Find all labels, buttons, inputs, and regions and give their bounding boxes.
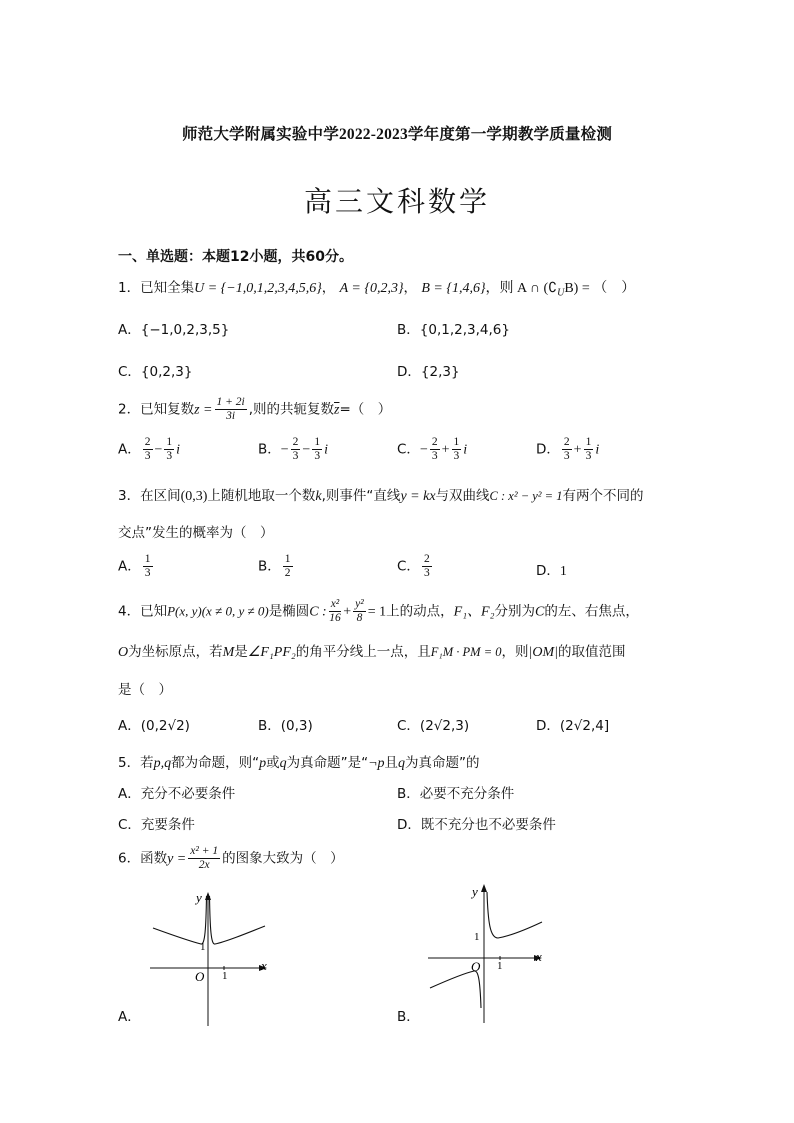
q3-text-b: 上随机地取一个数: [207, 488, 316, 504]
graph-a-curve-right: [210, 896, 266, 944]
q5-pq: p,q: [153, 756, 172, 771]
q2-b-d2: 3: [314, 450, 321, 462]
q4-text-e: 的左、右焦点，: [544, 603, 639, 620]
graph-b-one-y: 1: [474, 931, 480, 943]
q3-c-den: 3: [423, 567, 430, 579]
q2-c-n1: 2: [431, 436, 438, 448]
graph-a-origin: O: [195, 969, 205, 984]
q2-b-label: B．: [258, 441, 281, 458]
question-2: [118, 396, 391, 423]
q3-b-den: 2: [284, 567, 291, 579]
q4-8: 8: [356, 612, 363, 624]
graph-a-x-label: x: [261, 958, 267, 973]
q3-b-num: 1: [284, 553, 291, 565]
q3-option-c: [397, 553, 434, 580]
q5-text-d: 为真命题”是“: [286, 755, 369, 771]
q2-a-d1: 3: [144, 450, 151, 462]
q2-d-d1: 3: [563, 450, 570, 462]
q1-set-b: B = {1,4,6}: [421, 281, 486, 296]
q2-d-op: +: [573, 442, 582, 458]
q3-text-a: 3．在区间: [118, 488, 181, 504]
question-4-line1: [118, 598, 639, 625]
q1-option-b: B．{0,1,2,3,4,6}: [397, 322, 510, 338]
q2-c-d2: 3: [453, 450, 460, 462]
question-3-line1: [118, 484, 644, 505]
q3-k: k: [315, 489, 322, 504]
q2-option-d: [536, 436, 599, 463]
q2-c-i: i: [463, 442, 468, 458]
q4-text-2a: 为坐标原点，若: [128, 644, 223, 660]
q2-option-c: [397, 436, 467, 463]
q5-option-a: A．充分不必要条件: [118, 786, 236, 802]
graph-a-one-x: 1: [222, 970, 228, 982]
graph-b-one-x: 1: [497, 960, 503, 972]
q3-option-b: [258, 553, 295, 580]
q3-a-den: 3: [144, 567, 151, 579]
q5-option-b: B．必要不充分条件: [397, 786, 515, 802]
q4-text-a: 4．已知: [118, 603, 168, 620]
q4-text-2e: 的取值范围: [558, 644, 626, 660]
q2-a-d2: 3: [166, 450, 173, 462]
q5-p: p: [259, 756, 267, 771]
graph-b-y-arrow: [481, 884, 487, 892]
q2-option-b: [258, 436, 328, 463]
q2-suffix: ,则的共轭复数: [248, 401, 335, 418]
q3-b-label: B．: [258, 558, 281, 575]
q2-denominator: 3i: [226, 410, 236, 422]
q1-prefix: 1．已知全集: [118, 280, 195, 296]
q5-option-c: C．充要条件: [118, 817, 195, 833]
q5-q: q: [279, 756, 287, 771]
question-3-line2: 交点”发生的概率为（ ）: [118, 525, 274, 541]
q4-eq1: = 1: [367, 604, 387, 620]
q2-c-sign: −: [419, 442, 428, 458]
graph-a-y-label: y: [196, 890, 202, 905]
q3-a-num: 1: [144, 553, 151, 565]
q4-text-b: 是椭圆: [268, 603, 310, 620]
q3-a-label: A．: [118, 558, 141, 575]
q4-text-2b: 是: [234, 644, 248, 660]
q4-text-2c: 的角平分线上一点，且: [295, 644, 431, 660]
q2-a-n2: 1: [166, 436, 173, 448]
q2-b-op: −: [302, 442, 311, 458]
q2-numerator: 1 + 2i: [216, 396, 245, 408]
q3-option-a: [118, 553, 155, 580]
q3-option-d: [536, 559, 567, 580]
q4-point-p: P(x, y)(x ≠ 0, y ≠ 0): [167, 603, 269, 619]
graph-b-x-label: x: [536, 949, 542, 964]
q3-c-num: 2: [423, 553, 430, 565]
q2-b-d1: 3: [292, 450, 299, 462]
q2-d-i: i: [595, 442, 600, 458]
q3-d-label: D．: [536, 563, 560, 579]
q6-numerator: x² + 1: [190, 845, 219, 857]
q6-graph-b-label: B．: [397, 1009, 420, 1025]
q1-option-a: A．{−1,0,2,3,5}: [118, 322, 230, 338]
q4-text-d: 分别为: [494, 603, 535, 620]
q4-option-a: A．(0,2√2): [118, 718, 190, 734]
q2-c-op: +: [441, 442, 450, 458]
q6-denominator: 2x: [198, 859, 210, 871]
q6-graph-a: [145, 888, 280, 1028]
q2-b-n2: 1: [314, 436, 321, 448]
q1-ask2: B) = （ ）: [564, 281, 636, 296]
q5-text-e: 且: [384, 755, 399, 771]
q2-c-d1: 3: [431, 450, 438, 462]
q2-d-n2: 1: [585, 436, 592, 448]
q3-interval: (0,3): [180, 489, 208, 504]
q2-a-op: −: [154, 442, 163, 458]
section-heading: 一、单选题：本题12小题，共60分。: [118, 249, 353, 265]
question-4-line3: 是（ ）: [118, 682, 172, 698]
q2-c-n2: 1: [453, 436, 460, 448]
q6-suffix: 的图象大致为（ ）: [222, 850, 344, 867]
q4-option-d: D．(2√2,4]: [536, 718, 610, 734]
q4-text-2d: ，则: [501, 644, 529, 660]
q5-text-b: 都为命题，则“: [171, 755, 260, 771]
q1-option-c: C．{0,2,3}: [118, 364, 193, 380]
q2-d-d2: 3: [585, 450, 592, 462]
q3-d-value: 1: [559, 564, 567, 579]
graph-a-y-arrow: [205, 892, 211, 900]
graph-a-one-y: 1: [200, 941, 206, 953]
graph-b-y-label: y: [472, 884, 478, 899]
q6-prefix: 6．函数: [118, 850, 168, 867]
q4-vector-eq: F₁M · PM = 0: [430, 645, 502, 659]
q4-om: |OM|: [528, 645, 558, 660]
q3-line-eq: y = kx: [400, 489, 436, 504]
q2-a-i: i: [176, 442, 181, 458]
graph-b-curve-left: [430, 971, 481, 1008]
question-6: [118, 845, 344, 872]
q4-foci: F₁、F₂: [453, 604, 495, 620]
q4-y2: y²: [355, 598, 364, 610]
q6-y: y =: [167, 851, 187, 867]
q5-text-f: 为真命题”的: [405, 755, 480, 771]
q6-graph-a-label: A．: [118, 1009, 141, 1025]
graph-b-curve-right: [487, 892, 542, 938]
q1-option-d: D．{2,3}: [397, 364, 460, 380]
q2-option-a: [118, 436, 180, 463]
q2-prefix: 2．已知复数: [118, 401, 195, 418]
q4-option-b: B．(0,3): [258, 718, 313, 734]
q2-d-label: D．: [536, 441, 560, 458]
q3-text-d: 与双曲线: [435, 488, 490, 504]
question-4-line2: [118, 640, 626, 661]
q4-c: C :: [309, 604, 327, 620]
q4-m: M: [222, 645, 235, 660]
q6-graph-b: [420, 878, 555, 1028]
q2-a-label: A．: [118, 441, 141, 458]
q2-b-n1: 2: [292, 436, 299, 448]
q5-q2: q: [398, 756, 406, 771]
q5-text-a: 5．若: [118, 755, 154, 771]
q5-option-d: D．既不充分也不必要条件: [397, 817, 556, 833]
q4-x2: x²: [330, 598, 340, 610]
q2-c-label: C．: [397, 441, 420, 458]
q5-not-p: ¬p: [368, 756, 385, 771]
q2-ask: =（ ）: [339, 401, 392, 418]
q2-zbar: $\overline{z}$: [334, 402, 340, 418]
q2-a-n1: 2: [144, 436, 151, 448]
q4-16: 16: [329, 612, 341, 624]
q1-set-u: U = {−1,0,1,2,3,4,5,6}: [194, 281, 322, 296]
q4-cc: C: [534, 604, 545, 620]
q5-text-c: 或: [266, 755, 280, 771]
q3-hyperbola: C : x² − y² = 1: [489, 489, 563, 503]
subject-title: 高三文科数学: [303, 185, 490, 218]
q2-d-n1: 2: [563, 436, 570, 448]
q4-option-c: C．(2√2,3): [397, 718, 470, 734]
q2-b-i: i: [324, 442, 328, 458]
q1-sub-u: U: [557, 287, 565, 299]
q1-ask: ，则 A ∩ (∁: [485, 281, 558, 296]
q4-angle: ∠F₁PF₂: [247, 645, 296, 660]
q3-c-label: C．: [397, 558, 420, 575]
q2-z: z =: [194, 402, 213, 418]
q2-b-sign: −: [280, 442, 289, 458]
school-title: 师范大学附属实验中学2022-2023学年度第一学期教学质量检测: [181, 126, 613, 143]
q1-set-a: A = {0,2,3}: [339, 281, 404, 296]
graph-b-origin: O: [471, 959, 481, 974]
question-1: 1．已知全集U = {−1,0,1,2,3,4,5,6}， A = {0,2,3}， B = {1,4,6}，则 A ∩ $(∁_UB)$ = （ ）: [118, 280, 636, 299]
q3-text-e: 有两个不同的: [562, 488, 644, 504]
q4-text-c: 上的动点，: [386, 603, 454, 620]
q4-o: O: [118, 645, 129, 660]
q4-plus: +: [343, 604, 352, 620]
question-5: [118, 751, 480, 772]
q3-text-c: ,则事件“直线: [321, 488, 401, 504]
